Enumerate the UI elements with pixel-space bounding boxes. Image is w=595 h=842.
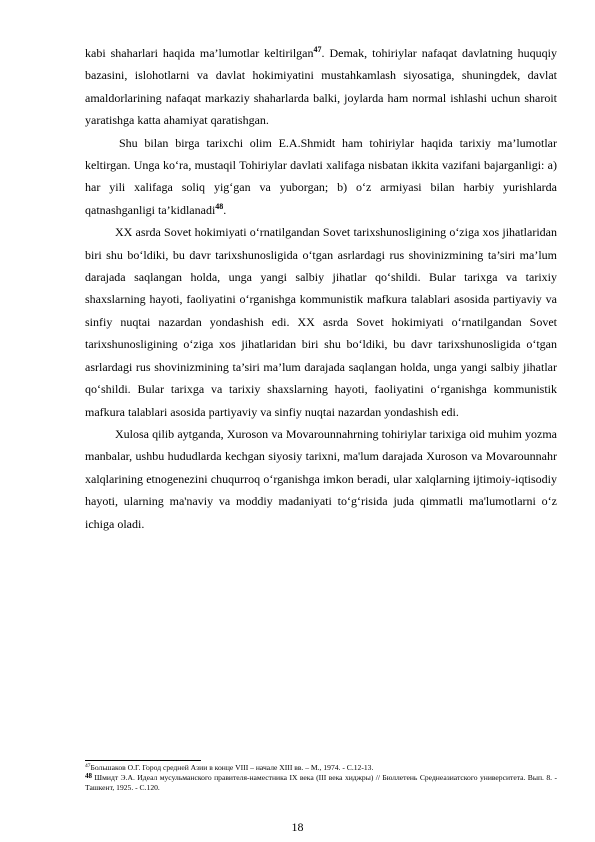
paragraph-2-text-end: . (223, 202, 227, 217)
paragraph-1 (85, 42, 557, 132)
footnote-48-marker: 48 (85, 772, 92, 780)
page-number: 18 (291, 820, 304, 834)
footnote-ref-47: 47 (313, 45, 322, 54)
main-text (85, 42, 557, 535)
paragraph-3: XX asrda Sovet hokimiyati o‘rnatilgandan Sovet tarixshunosligining o‘ziga xos jihatlaridan biri shu bo‘ldiki, bu davr tarixshunosligida o‘tgan asrlardagi rus shovinizmining ta’siri ma’lum darajada saqlangan holda, unga yangi salbiy jihatlar qo‘shildi. Bular tarixga va tarixiy shaxslarning hayoti, faoliyatini o‘rganishga kommunistik mafkura talablari asosida partiyaviy va sinfiy nuqtai nazardan yondashish edi. XX asrda Sovet hokimiyati o‘rnatilgandan Sovet tarixshunosligining o‘ziga xos jihatlaridan biri shu bo‘ldiki, bu davr tarixshunosligida o‘tgan asrlardagi rus shovinizmining ta’siri ma’lum darajada saqlangan holda, unga yangi salbiy jihatlar qo‘shildi. Bular tarixga va tarixiy shaxslarning hayoti, faoliyatini o‘rganishga kommunistik mafkura talablari asosida partiyaviy va sinfiy nuqtai nazardan yondashish edi. (85, 225, 557, 419)
footnote-ref-48: 48 (215, 201, 224, 211)
footnote-48 (85, 773, 557, 793)
paragraph-1-text-end: . Demak, tohiriylar nafaqat davlatning huquqiy bazasini, islohotlarni va davlat hokimiyatini mustahkamlash siyosatiga, shuningdek, davlat amaldorlarining nafaqat markaziy shaharlarda balki, joylarda ham normal ishlashi uchun sharoit yaratishga katta ahamiyat qaratishgan. (85, 46, 557, 128)
footnote-47-text: Большаков О.Г. Город средней Азии в конце VIII – начале XIII вв. – М., 1974. - С.12-13. (90, 763, 374, 772)
paragraph-2 (85, 132, 557, 222)
footnote-47-marker: 47 (85, 763, 91, 769)
footnotes (85, 763, 557, 793)
footnote-47 (85, 763, 557, 773)
paragraph-4: Xulosa qilib aytganda, Xuroson va Movarounnahrning tohiriylar tarixiga oid muhim yozma manbalar, ushbu hududlarda kechgan siyosiy tarixni, ma'lum darajada Xuroson va Movarounnahr xalqlarining etnogenezini chuqurroq o‘rganishga imkon beradi, ular xalqlarning ijtimoiy-iqtisodiy hayoti, ularning ma'naviy va moddiy madaniyati to‘g‘risida juda qimmatli ma'lumotlarni o‘z ichiga oladi. (85, 426, 557, 531)
footnote-divider (85, 760, 201, 761)
footnote-48-text: Шмидт Э.А. Идеал мусульманского правителя-наместника IX века (III века хиджры) // Бюллетень Среднеазиатского университета. Вып. 8. - Ташкент, 1925. - С.120. (85, 773, 557, 792)
paragraph-1-text: kabi shaharlari haqida ma’lumotlar keltirilgan (85, 46, 314, 60)
paragraph-2-text: Shu bilan birga tarixchi olim E.A.Shmidt ham tohiriylar haqida tarixiy ma’lumotlar keltirgan. Unga ko‘ra, mustaqil Tohiriylar davlati xalifaga nisbatan ikkita vazifani bajarganligi: a) har yili xalifaga soliq yig‘gan va yuborgan; b) o‘z armiyasi bilan harbiy yurishlarda qatnashganligi ta’kidlanadi (85, 135, 557, 217)
